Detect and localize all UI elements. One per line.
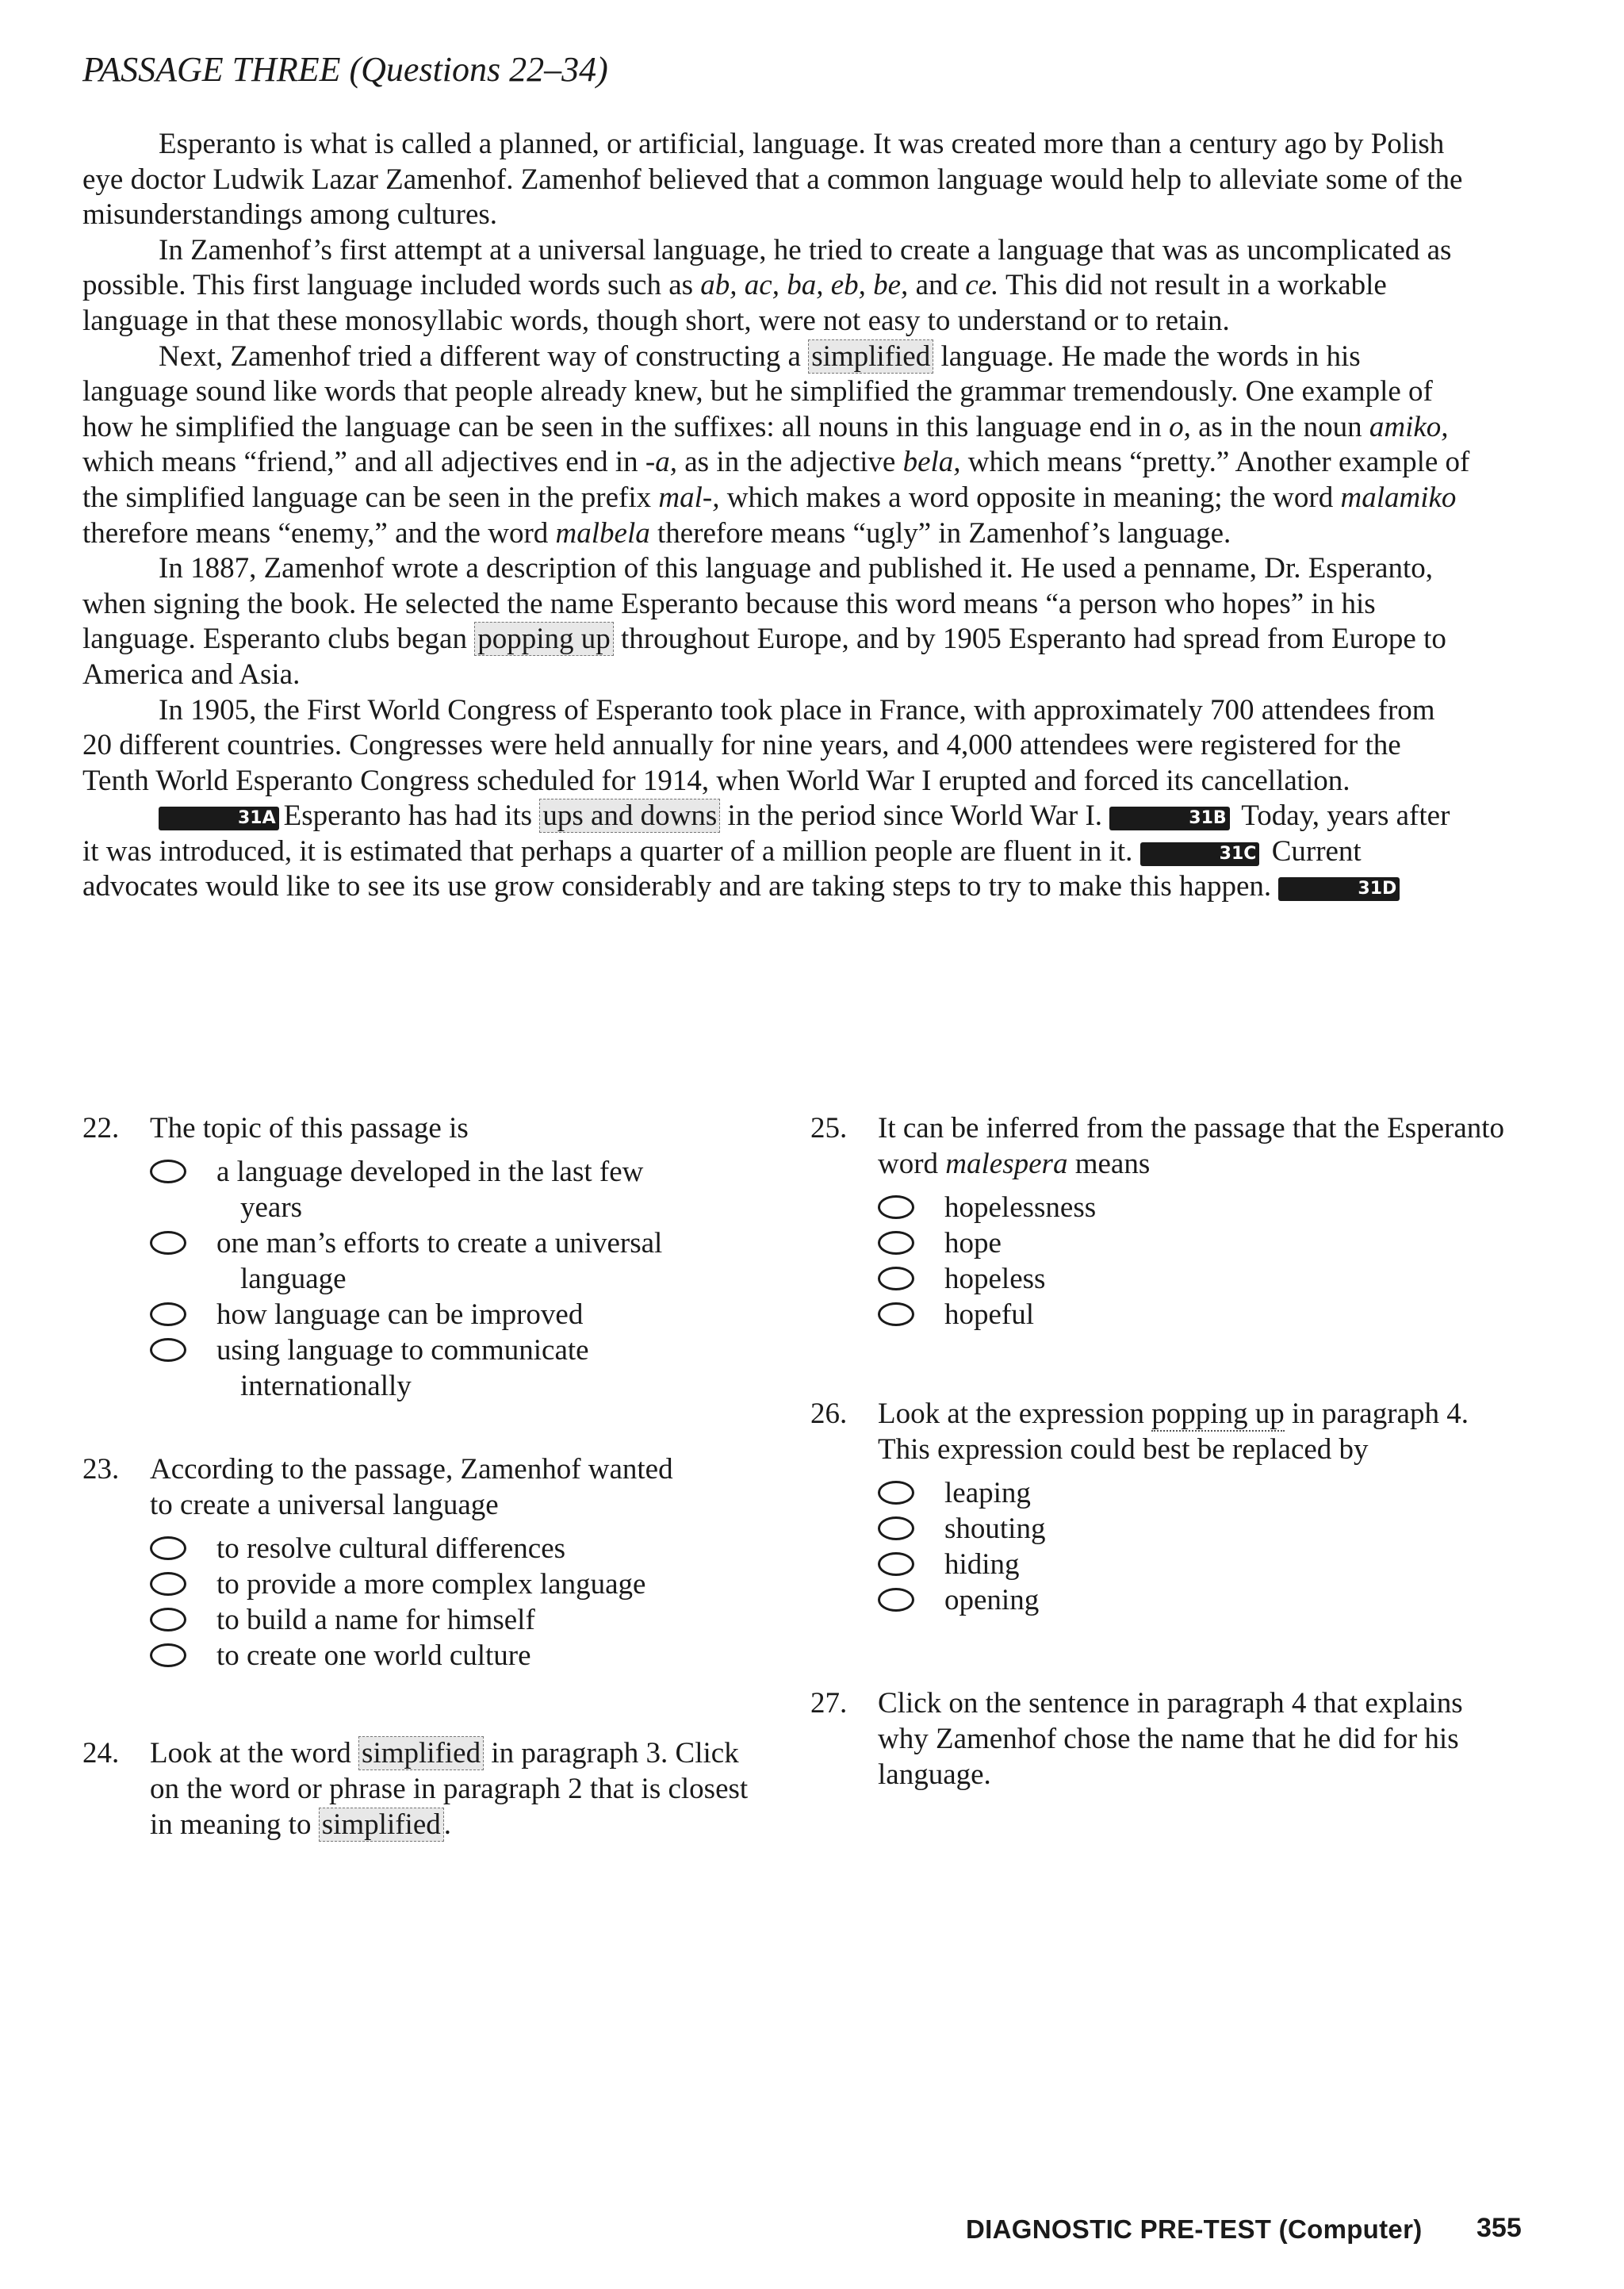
radio-oval-icon[interactable] [150,1302,186,1326]
question-25 [810,1110,1508,1332]
highlighted-word-simplified[interactable]: simplified [319,1808,444,1842]
answer-option[interactable]: leaping [878,1475,1508,1511]
question-stem: Click on the sentence in paragraph 4 that explains why Zamenhof chose the name that he did for his language. [878,1687,1463,1791]
insertion-marker-31a[interactable]: 31A [159,807,279,830]
passage-heading: PASSAGE THREE (Questions 22–34) [82,50,608,89]
question-number: 25. [810,1112,848,1144]
question-stem: Look at the expression popping up in paragraph 4. This expression could best be replaced by [878,1398,1469,1466]
radio-oval-icon[interactable] [150,1643,186,1667]
answer-option[interactable]: hopeful [878,1297,1508,1332]
answer-option[interactable]: a language developed in the last few years [150,1154,780,1225]
radio-oval-icon[interactable] [878,1302,914,1326]
paragraph-6[interactable]: 31A Esperanto has had its ups and downs in the period since World War I. 31B Today, years after it was introduced, it is estimated that perhaps a quarter of a million people are fluent in it. 31C Current advocates would like to see its use grow considerably and are taking steps to try to make this happen. 31D [82,799,1450,903]
questions-right-column [810,1110,1508,1792]
radio-oval-icon[interactable] [150,1536,186,1560]
answer-option[interactable]: one man’s efforts to create a universal language [150,1225,780,1297]
answer-option[interactable]: to create one world culture [150,1638,780,1674]
radio-oval-icon[interactable] [150,1338,186,1362]
answer-option[interactable]: to build a name for himself [150,1602,780,1638]
radio-oval-icon[interactable] [878,1588,914,1612]
answer-option[interactable]: hiding [878,1547,1508,1582]
insertion-marker-31c[interactable]: 31C [1140,842,1260,866]
answer-option[interactable]: to provide a more complex language [150,1566,780,1602]
question-23 [82,1451,780,1674]
question-stem: It can be inferred from the passage that the Esperanto word malespera means [878,1112,1505,1180]
answer-option[interactable]: opening [878,1582,1508,1618]
question-stem: According to the passage, Zamenhof wanted to create a universal language [150,1453,673,1521]
insertion-marker-31d[interactable]: 31D [1278,877,1400,901]
page-footer-label: DIAGNOSTIC PRE-TEST (Computer) [966,2214,1423,2244]
radio-oval-icon[interactable] [150,1572,186,1596]
radio-oval-icon[interactable] [878,1481,914,1505]
radio-oval-icon[interactable] [878,1552,914,1576]
passage-text [82,127,1470,905]
answer-option[interactable]: to resolve cultural differences [150,1531,780,1566]
question-number: 22. [82,1112,120,1144]
question-number: 26. [810,1398,848,1430]
answer-option[interactable]: hopeless [878,1261,1508,1297]
answer-option[interactable]: how language can be improved [150,1297,780,1332]
question-stem: Look at the word simplified in paragraph 3. Click on the word or phrase in paragraph 2 that is closest in meaning to simplified . [150,1737,749,1841]
highlighted-word-simplified[interactable]: simplified [358,1736,484,1770]
answer-option[interactable]: hope [878,1225,1508,1261]
radio-oval-icon[interactable] [150,1608,186,1631]
question-number: 24. [82,1737,120,1769]
radio-oval-icon[interactable] [878,1195,914,1219]
question-number: 27. [810,1687,848,1720]
radio-oval-icon[interactable] [150,1160,186,1183]
question-27 [810,1685,1508,1792]
question-24 [82,1735,780,1842]
answer-option[interactable]: hopelessness [878,1190,1508,1225]
answer-option[interactable]: using language to communicate internationally [150,1332,780,1404]
answer-option[interactable]: shouting [878,1511,1508,1547]
underlined-phrase-popping-up[interactable]: popping up [1151,1398,1285,1430]
paragraph-4[interactable]: In 1887, Zamenhof wrote a description of this language and published it. He used a penname, Dr. Esperanto, when signing the book. He selected the name Esperanto because this word means “a person who hopes” in his language. Esperanto clubs began popping up throughout Europe, and by 1905 Esperanto had spread from Europe to America and Asia. [82,552,1446,691]
radio-oval-icon[interactable] [878,1267,914,1290]
questions-left-column [82,1110,780,1842]
question-stem: The topic of this passage is [150,1112,469,1144]
paragraph-1[interactable]: Esperanto is what is called a planned, or artificial, language. It was created more than a century ago by Polish eye doctor Ludwik Lazar Zamenhof. Zamenhof believed that a common language would help to alleviate some of the misunderstandings among cultures. [82,128,1463,232]
page-number: 355 [1477,2213,1522,2243]
highlighted-word-simplified[interactable]: simplified [808,339,933,374]
paragraph-5[interactable]: In 1905, the First World Congress of Esperanto took place in France, with approximately 700 attendees from 20 different countries. Congresses were held annually for nine years, and 4,000 attendees were registered for the Tenth World Esperanto Congress scheduled for 1914, when World War I erupted and forced its cancellation. [82,693,1435,797]
highlighted-phrase-ups-and-downs[interactable]: ups and downs [539,799,720,833]
paragraph-3[interactable]: Next, Zamenhof tried a different way of constructing a simplified language. He made the words in his language sound like words that people already knew, but he simplified the grammar tremendously. One example of how he simplified the language can be seen in the suffixes: all nouns in this language end in o, as in the noun amiko, which means “friend,” and all adjectives end in -a, as in the adjective bela, which means “pretty.” Another example of the simplified language can be seen in the prefix mal-, which makes a word opposite in meaning; the word malamiko therefore means “enemy,” and the word malbela therefore means “ugly” in Zamenhof’s language. [82,339,1470,550]
question-22 [82,1110,780,1404]
question-26 [810,1396,1508,1618]
radio-oval-icon[interactable] [150,1231,186,1255]
highlighted-phrase-popping-up[interactable]: popping up [474,622,614,656]
paragraph-2[interactable]: In Zamenhof’s first attempt at a universal language, he tried to create a language that was as uncomplicated as possible. This first language included words such as ab, ac, ba, eb, be, and ce. This did not result in a workable language in that these monosyllabic words, though short, were not easy to understand or to retain. [82,233,1452,337]
question-number: 23. [82,1453,120,1486]
insertion-marker-31b[interactable]: 31B [1109,807,1229,830]
radio-oval-icon[interactable] [878,1516,914,1540]
radio-oval-icon[interactable] [878,1231,914,1255]
